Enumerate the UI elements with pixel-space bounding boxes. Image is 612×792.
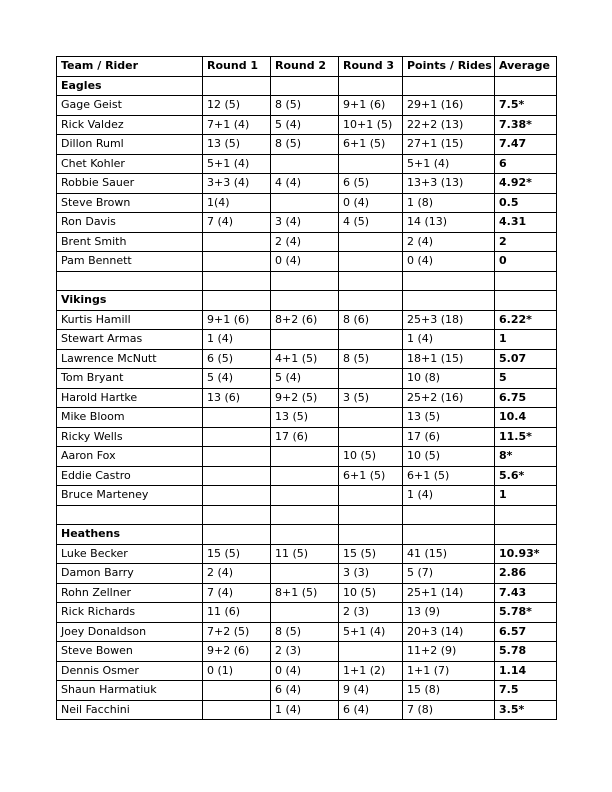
round-2-cell: 8 (5) (271, 622, 339, 642)
team-name: Heathens (57, 525, 203, 545)
rider-row (57, 330, 557, 350)
rider-row (57, 544, 557, 564)
round-2-cell: 8+2 (6) (271, 310, 339, 330)
points-rides-cell: 29+1 (16) (403, 96, 495, 116)
round-2-cell: 2 (4) (271, 232, 339, 252)
round-3-cell: 5+1 (4) (339, 622, 403, 642)
rider-row (57, 96, 557, 116)
empty-cell (271, 525, 339, 545)
header-round-3: Round 3 (339, 57, 403, 77)
rider-row (57, 427, 557, 447)
round-2-cell: 17 (6) (271, 427, 339, 447)
average-cell: 7.38* (495, 115, 557, 135)
empty-cell (339, 76, 403, 96)
rider-row (57, 193, 557, 213)
round-1-cell: 1(4) (203, 193, 271, 213)
average-cell: 10.93* (495, 544, 557, 564)
round-3-cell: 10 (5) (339, 583, 403, 603)
rider-name-cell: Rick Valdez (57, 115, 203, 135)
points-rides-cell: 18+1 (15) (403, 349, 495, 369)
points-rides-cell: 1 (4) (403, 486, 495, 506)
round-1-cell: 7+1 (4) (203, 115, 271, 135)
rider-row (57, 564, 557, 584)
round-2-cell (271, 447, 339, 467)
round-3-cell: 15 (5) (339, 544, 403, 564)
round-3-cell: 10 (5) (339, 447, 403, 467)
header-round-2: Round 2 (271, 57, 339, 77)
average-cell: 7.43 (495, 583, 557, 603)
round-2-cell: 0 (4) (271, 661, 339, 681)
round-3-cell: 9+1 (6) (339, 96, 403, 116)
empty-cell (403, 76, 495, 96)
rider-name-cell: Shaun Harmatiuk (57, 681, 203, 701)
round-2-cell: 3 (4) (271, 213, 339, 233)
round-2-cell: 8+1 (5) (271, 583, 339, 603)
empty-cell (271, 76, 339, 96)
points-rides-cell: 25+2 (16) (403, 388, 495, 408)
round-3-cell: 3 (3) (339, 564, 403, 584)
average-cell: 5 (495, 369, 557, 389)
round-1-cell (203, 252, 271, 272)
rider-name-cell: Ricky Wells (57, 427, 203, 447)
round-1-cell (203, 408, 271, 428)
spacer-row (57, 271, 557, 291)
average-cell: 5.78 (495, 642, 557, 662)
round-1-cell (203, 486, 271, 506)
round-1-cell: 3+3 (4) (203, 174, 271, 194)
points-rides-cell: 10 (8) (403, 369, 495, 389)
rider-row (57, 642, 557, 662)
round-1-cell: 12 (5) (203, 96, 271, 116)
points-rides-cell: 6+1 (5) (403, 466, 495, 486)
round-3-cell: 9 (4) (339, 681, 403, 701)
round-2-cell: 8 (5) (271, 135, 339, 155)
header-points-rides: Points / Rides (403, 57, 495, 77)
rider-row (57, 466, 557, 486)
rider-name-cell: Bruce Marteney (57, 486, 203, 506)
rider-name-cell: Steve Brown (57, 193, 203, 213)
round-1-cell: 13 (5) (203, 135, 271, 155)
round-1-cell (203, 681, 271, 701)
empty-cell (495, 76, 557, 96)
empty-cell (403, 271, 495, 291)
round-3-cell: 10+1 (5) (339, 115, 403, 135)
empty-cell (339, 505, 403, 525)
spacer-row (57, 505, 557, 525)
points-rides-cell: 25+1 (14) (403, 583, 495, 603)
round-1-cell: 7 (4) (203, 213, 271, 233)
rider-name-cell: Pam Bennett (57, 252, 203, 272)
round-3-cell: 6 (4) (339, 700, 403, 720)
points-rides-cell: 15 (8) (403, 681, 495, 701)
rider-name-cell: Eddie Castro (57, 466, 203, 486)
average-cell: 1.14 (495, 661, 557, 681)
rider-row (57, 408, 557, 428)
header-team-rider: Team / Rider (57, 57, 203, 77)
empty-cell (339, 525, 403, 545)
round-2-cell: 1 (4) (271, 700, 339, 720)
rider-name-cell: Rohn Zellner (57, 583, 203, 603)
rider-row (57, 681, 557, 701)
rider-name-cell: Chet Kohler (57, 154, 203, 174)
round-1-cell (203, 427, 271, 447)
points-rides-cell: 11+2 (9) (403, 642, 495, 662)
average-cell: 7.47 (495, 135, 557, 155)
round-3-cell (339, 330, 403, 350)
team-name: Eagles (57, 76, 203, 96)
round-2-cell: 0 (4) (271, 252, 339, 272)
empty-cell (495, 271, 557, 291)
round-3-cell (339, 408, 403, 428)
rider-row (57, 232, 557, 252)
average-cell: 0.5 (495, 193, 557, 213)
round-2-cell (271, 486, 339, 506)
round-3-cell (339, 369, 403, 389)
round-1-cell: 1 (4) (203, 330, 271, 350)
points-rides-cell: 5 (7) (403, 564, 495, 584)
round-2-cell: 13 (5) (271, 408, 339, 428)
rider-name-cell: Aaron Fox (57, 447, 203, 467)
average-cell: 6.22* (495, 310, 557, 330)
round-2-cell (271, 330, 339, 350)
round-1-cell: 7+2 (5) (203, 622, 271, 642)
points-rides-cell: 10 (5) (403, 447, 495, 467)
round-2-cell: 6 (4) (271, 681, 339, 701)
round-3-cell (339, 642, 403, 662)
header-average: Average (495, 57, 557, 77)
empty-cell (403, 291, 495, 311)
rider-name-cell: Joey Donaldson (57, 622, 203, 642)
rider-row (57, 154, 557, 174)
team-row (57, 76, 557, 96)
round-1-cell: 15 (5) (203, 544, 271, 564)
average-cell: 7.5* (495, 96, 557, 116)
round-1-cell: 0 (1) (203, 661, 271, 681)
points-rides-cell: 5+1 (4) (403, 154, 495, 174)
header-row (57, 57, 557, 77)
round-3-cell (339, 427, 403, 447)
points-rides-cell: 0 (4) (403, 252, 495, 272)
round-3-cell: 6+1 (5) (339, 135, 403, 155)
points-rides-cell: 13 (5) (403, 408, 495, 428)
rider-name-cell: Brent Smith (57, 232, 203, 252)
round-2-cell (271, 466, 339, 486)
rider-row (57, 622, 557, 642)
average-cell: 8* (495, 447, 557, 467)
points-rides-cell: 17 (6) (403, 427, 495, 447)
rider-row (57, 603, 557, 623)
rider-name-cell: Ron Davis (57, 213, 203, 233)
round-2-cell: 5 (4) (271, 369, 339, 389)
rider-row (57, 213, 557, 233)
average-cell: 7.5 (495, 681, 557, 701)
round-2-cell: 2 (3) (271, 642, 339, 662)
round-2-cell: 4+1 (5) (271, 349, 339, 369)
rider-name-cell: Lawrence McNutt (57, 349, 203, 369)
rider-name-cell: Damon Barry (57, 564, 203, 584)
round-1-cell: 11 (6) (203, 603, 271, 623)
average-cell: 0 (495, 252, 557, 272)
rider-name-cell: Steve Bowen (57, 642, 203, 662)
round-1-cell (203, 232, 271, 252)
average-cell: 5.07 (495, 349, 557, 369)
average-cell: 4.92* (495, 174, 557, 194)
points-rides-cell: 41 (15) (403, 544, 495, 564)
rider-name-cell: Dennis Osmer (57, 661, 203, 681)
rider-row (57, 252, 557, 272)
empty-cell (403, 505, 495, 525)
round-1-cell: 5 (4) (203, 369, 271, 389)
round-3-cell (339, 154, 403, 174)
empty-cell (495, 505, 557, 525)
empty-cell (339, 291, 403, 311)
header-round-1: Round 1 (203, 57, 271, 77)
rider-name-cell: Neil Facchini (57, 700, 203, 720)
rider-row (57, 447, 557, 467)
empty-cell (203, 291, 271, 311)
round-2-cell: 11 (5) (271, 544, 339, 564)
average-cell: 5.78* (495, 603, 557, 623)
round-1-cell: 7 (4) (203, 583, 271, 603)
round-2-cell (271, 154, 339, 174)
points-rides-cell: 27+1 (15) (403, 135, 495, 155)
round-2-cell (271, 193, 339, 213)
rider-name-cell: Kurtis Hamill (57, 310, 203, 330)
round-3-cell: 8 (5) (339, 349, 403, 369)
average-cell: 6.57 (495, 622, 557, 642)
empty-cell (495, 525, 557, 545)
average-cell: 2 (495, 232, 557, 252)
round-1-cell (203, 700, 271, 720)
round-2-cell: 4 (4) (271, 174, 339, 194)
round-3-cell: 0 (4) (339, 193, 403, 213)
average-cell: 3.5* (495, 700, 557, 720)
rider-name-cell: Robbie Sauer (57, 174, 203, 194)
empty-cell (203, 271, 271, 291)
round-1-cell: 9+1 (6) (203, 310, 271, 330)
round-3-cell: 3 (5) (339, 388, 403, 408)
round-3-cell: 4 (5) (339, 213, 403, 233)
empty-cell (203, 76, 271, 96)
points-rides-cell: 25+3 (18) (403, 310, 495, 330)
average-cell: 6.75 (495, 388, 557, 408)
round-3-cell: 6 (5) (339, 174, 403, 194)
average-cell: 11.5* (495, 427, 557, 447)
points-rides-cell: 22+2 (13) (403, 115, 495, 135)
rider-name-cell: Tom Bryant (57, 369, 203, 389)
rider-row (57, 700, 557, 720)
rider-name-cell: Rick Richards (57, 603, 203, 623)
average-cell: 10.4 (495, 408, 557, 428)
rider-row (57, 486, 557, 506)
empty-cell (495, 291, 557, 311)
average-cell: 6 (495, 154, 557, 174)
rider-row (57, 369, 557, 389)
points-rides-cell: 1 (8) (403, 193, 495, 213)
points-rides-cell: 7 (8) (403, 700, 495, 720)
empty-cell (339, 271, 403, 291)
round-2-cell (271, 564, 339, 584)
round-1-cell (203, 466, 271, 486)
round-3-cell: 2 (3) (339, 603, 403, 623)
round-2-cell: 5 (4) (271, 115, 339, 135)
points-rides-cell: 14 (13) (403, 213, 495, 233)
round-3-cell: 8 (6) (339, 310, 403, 330)
standings-body (57, 57, 557, 720)
round-2-cell (271, 603, 339, 623)
empty-cell (271, 291, 339, 311)
rider-name-cell: Stewart Armas (57, 330, 203, 350)
points-rides-cell: 1+1 (7) (403, 661, 495, 681)
points-rides-cell: 1 (4) (403, 330, 495, 350)
round-1-cell: 5+1 (4) (203, 154, 271, 174)
round-3-cell (339, 232, 403, 252)
rider-name-cell: Mike Bloom (57, 408, 203, 428)
empty-cell (271, 505, 339, 525)
rider-name-cell: Harold Hartke (57, 388, 203, 408)
rider-name-cell: Luke Becker (57, 544, 203, 564)
average-cell: 5.6* (495, 466, 557, 486)
rider-row (57, 388, 557, 408)
round-1-cell (203, 447, 271, 467)
rider-row (57, 135, 557, 155)
empty-cell (403, 525, 495, 545)
round-2-cell: 8 (5) (271, 96, 339, 116)
empty-cell (203, 525, 271, 545)
round-1-cell: 13 (6) (203, 388, 271, 408)
average-cell: 1 (495, 330, 557, 350)
team-row (57, 525, 557, 545)
rider-row (57, 349, 557, 369)
empty-cell (271, 271, 339, 291)
team-name: Vikings (57, 291, 203, 311)
round-3-cell: 6+1 (5) (339, 466, 403, 486)
empty-cell (203, 505, 271, 525)
round-3-cell (339, 252, 403, 272)
rider-row (57, 310, 557, 330)
points-rides-cell: 20+3 (14) (403, 622, 495, 642)
average-cell: 2.86 (495, 564, 557, 584)
round-2-cell: 9+2 (5) (271, 388, 339, 408)
rider-name-cell: Dillon Ruml (57, 135, 203, 155)
round-3-cell (339, 486, 403, 506)
empty-cell (57, 271, 203, 291)
round-3-cell: 1+1 (2) (339, 661, 403, 681)
round-1-cell: 2 (4) (203, 564, 271, 584)
rider-name-cell: Gage Geist (57, 96, 203, 116)
rider-row (57, 174, 557, 194)
round-1-cell: 6 (5) (203, 349, 271, 369)
standings-table (56, 56, 557, 720)
average-cell: 4.31 (495, 213, 557, 233)
rider-row (57, 115, 557, 135)
round-1-cell: 9+2 (6) (203, 642, 271, 662)
rider-row (57, 583, 557, 603)
team-row (57, 291, 557, 311)
points-rides-cell: 13 (9) (403, 603, 495, 623)
empty-cell (57, 505, 203, 525)
points-rides-cell: 2 (4) (403, 232, 495, 252)
rider-row (57, 661, 557, 681)
average-cell: 1 (495, 486, 557, 506)
points-rides-cell: 13+3 (13) (403, 174, 495, 194)
